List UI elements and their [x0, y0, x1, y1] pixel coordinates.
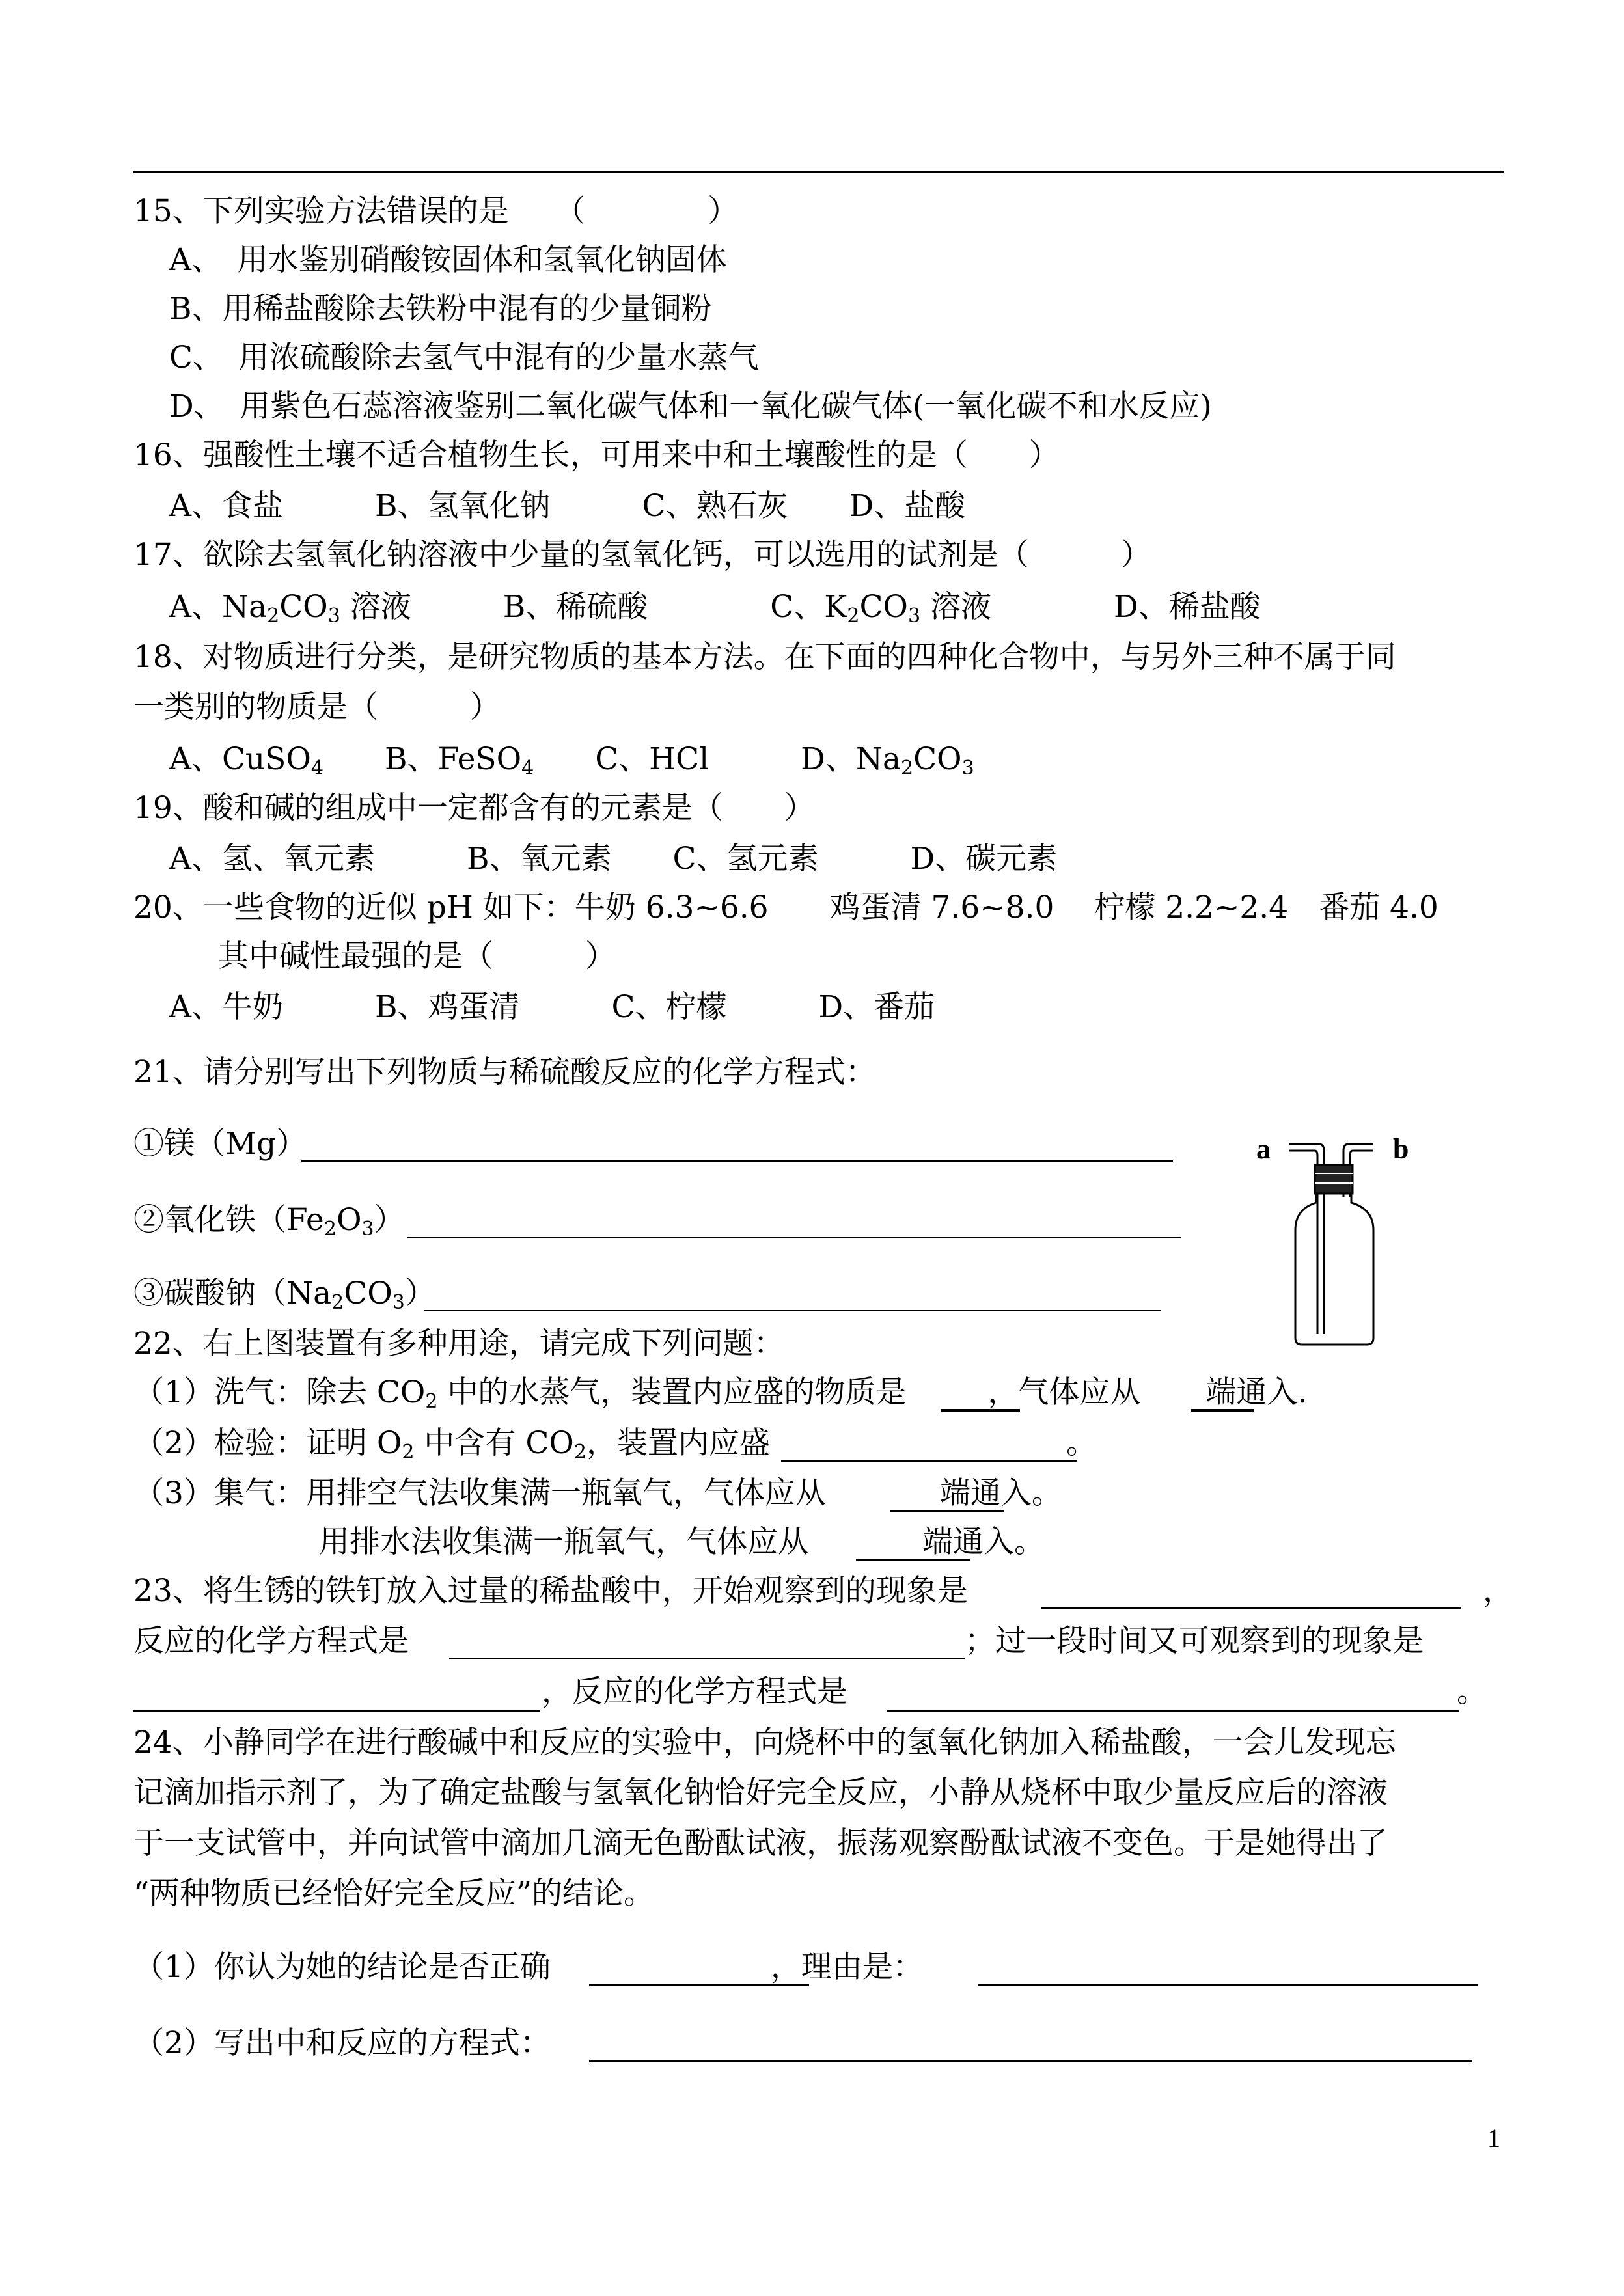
q16-options: A、食盐 B、氢氧化钠 C、熟石灰 D、盐酸: [169, 488, 966, 524]
q19-stem: 19、酸和碱的组成中一定都含有的元素是（ ）: [133, 790, 815, 826]
q17-stem: 17、欲除去氢氧化钠溶液中少量的氢氧化钙，可以选用的试剂是（ ）: [133, 537, 1151, 573]
q24-part2: （2）写出中和反应的方程式：: [133, 2025, 551, 2061]
q22-blank-reagent: [781, 1460, 1077, 1462]
q15-option-c: C、 用浓硫酸除去氢气中混有的少量水蒸气: [169, 340, 759, 376]
page-number: 1: [1487, 2124, 1500, 2153]
q22-stem: 22、右上图装置有多种用途，请完成下列问题：: [133, 1326, 784, 1361]
q21-item-na2co3: ③碳酸钠$(Na_2CO_3)$: [133, 1276, 435, 1314]
q24-line4: “两种物质已经恰好完全反应”的结论。: [133, 1876, 655, 1911]
q23-blank-phenomenon-2: [133, 1710, 540, 1712]
q24-blank-equation: [589, 2060, 1472, 2062]
q21-item-mg: ①镁（Mg）: [133, 1126, 307, 1162]
q24-line2: 记滴加指示剂了，为了确定盐酸与氢氧化钠恰好完全反应，小静从烧杯中取少量反应后的溶液: [133, 1775, 1388, 1811]
q23-blank-phenomenon-1: [1041, 1607, 1461, 1609]
q23-line2-post: ；过一段时间又可观察到的现象是: [965, 1623, 1424, 1659]
q23-blank-equation-1: [449, 1658, 965, 1659]
q23-line1-end: ，: [1483, 1573, 1513, 1609]
apparatus-label-a: a: [1256, 1133, 1271, 1165]
q22-blank-inlet-air: [890, 1510, 1004, 1512]
q15-option-d: D、 用紫色石蕊溶液鉴别二氧化碳气体和一氧化碳气体(一氧化碳不和水反应): [169, 389, 1212, 424]
q24-blank-correct: [589, 1984, 809, 1986]
q23-line3-end: 。: [1457, 1674, 1487, 1710]
q21-answer-line-3: [424, 1310, 1161, 1311]
q19-options: A、氢、氧元素 B、氧元素 C、氢元素 D、碳元素: [169, 841, 1058, 877]
q21-stem: 21、请分别写出下列物质与稀硫酸反应的化学方程式：: [133, 1054, 876, 1090]
q21-answer-line-1: [301, 1160, 1173, 1162]
q23-blank-equation-2: [887, 1710, 1459, 1712]
q22-blank-inlet-1: [1191, 1409, 1254, 1412]
q22-part2: （2）检验：证明 $O_2$ 中含有 $CO_2$，装置内应盛 。: [133, 1425, 1097, 1464]
apparatus-label-b: b: [1393, 1133, 1409, 1165]
q20-options: A、牛奶 B、鸡蛋清 C、柠檬 D、番茄: [169, 989, 935, 1025]
q20-stem-line1: 20、一些食物的近似 pH 如下：牛奶 6.3~6.6 鸡蛋清 7.6~8.0 柠檬 2.2~2.4 番茄 4.0: [133, 890, 1438, 925]
q15-option-b: B、用稀盐酸除去铁粉中混有的少量铜粉: [169, 291, 712, 327]
q22-blank-substance: [941, 1409, 1020, 1412]
q22-part4: 用排水法收集满一瓶氧气，气体应从 端通入。: [319, 1524, 1045, 1560]
q16-stem: 16、强酸性土壤不适合植物生长，可用来中和土壤酸性的是（ ）: [133, 437, 1060, 473]
q23-line2-pre: 反应的化学方程式是: [133, 1623, 409, 1659]
q15-stem: 15、下列实验方法错误的是 （ ）: [133, 193, 739, 229]
q21-item-fe2o3: ②氧化铁$(Fe_2O_3)$: [133, 1202, 405, 1240]
q21-answer-line-2: [407, 1237, 1181, 1238]
q20-stem-line2: 其中碱性最强的是（ ）: [218, 938, 616, 974]
q24-blank-reason: [978, 1984, 1478, 1986]
q24-line3: 于一支试管中，并向试管中滴加几滴无色酚酞试液，振荡观察酚酞试液不变色。于是她得出了: [133, 1825, 1388, 1861]
q22-part3: （3）集气：用排空气法收集满一瓶氧气，气体应从 端通入。: [133, 1475, 1062, 1511]
q22-blank-inlet-water: [856, 1559, 970, 1561]
q23-line1: 23、将生锈的铁钉放入过量的稀盐酸中，开始观察到的现象是: [133, 1573, 968, 1609]
q18-stem-line2: 一类别的物质是（ ）: [133, 689, 501, 725]
q22-part1: （1）洗气：除去 $CO_2$ 中的水蒸气，装置内应盛的物质是 ，气体应从 端通入.: [133, 1374, 1308, 1413]
q18-options: A、CuSO$_4$ B、FeSO$_4$ C、HCl D、$Na_2CO_3$: [169, 741, 974, 780]
header-rule: [133, 171, 1504, 173]
gas-washing-bottle-icon: [1276, 1132, 1393, 1354]
q18-stem-line1: 18、对物质进行分类，是研究物质的基本方法。在下面的四种化合物中，与另外三种不属于同: [133, 639, 1396, 675]
q23-line3-mid: ，反应的化学方程式是: [542, 1674, 847, 1710]
q17-options: A、$Na_2CO_3$ 溶液 B、稀硫酸 C、$K_2CO_3$ 溶液 D、稀盐酸: [169, 589, 1261, 627]
q24-part1: （1）你认为她的结论是否正确 ，理由是：: [133, 1949, 924, 1985]
q24-line1: 24、小静同学在进行酸碱中和反应的实验中，向烧杯中的氢氧化钠加入稀盐酸，一会儿发现忘: [133, 1725, 1396, 1760]
q15-option-a: A、 用水鉴别硝酸铵固体和氢氧化钠固体: [169, 242, 727, 278]
